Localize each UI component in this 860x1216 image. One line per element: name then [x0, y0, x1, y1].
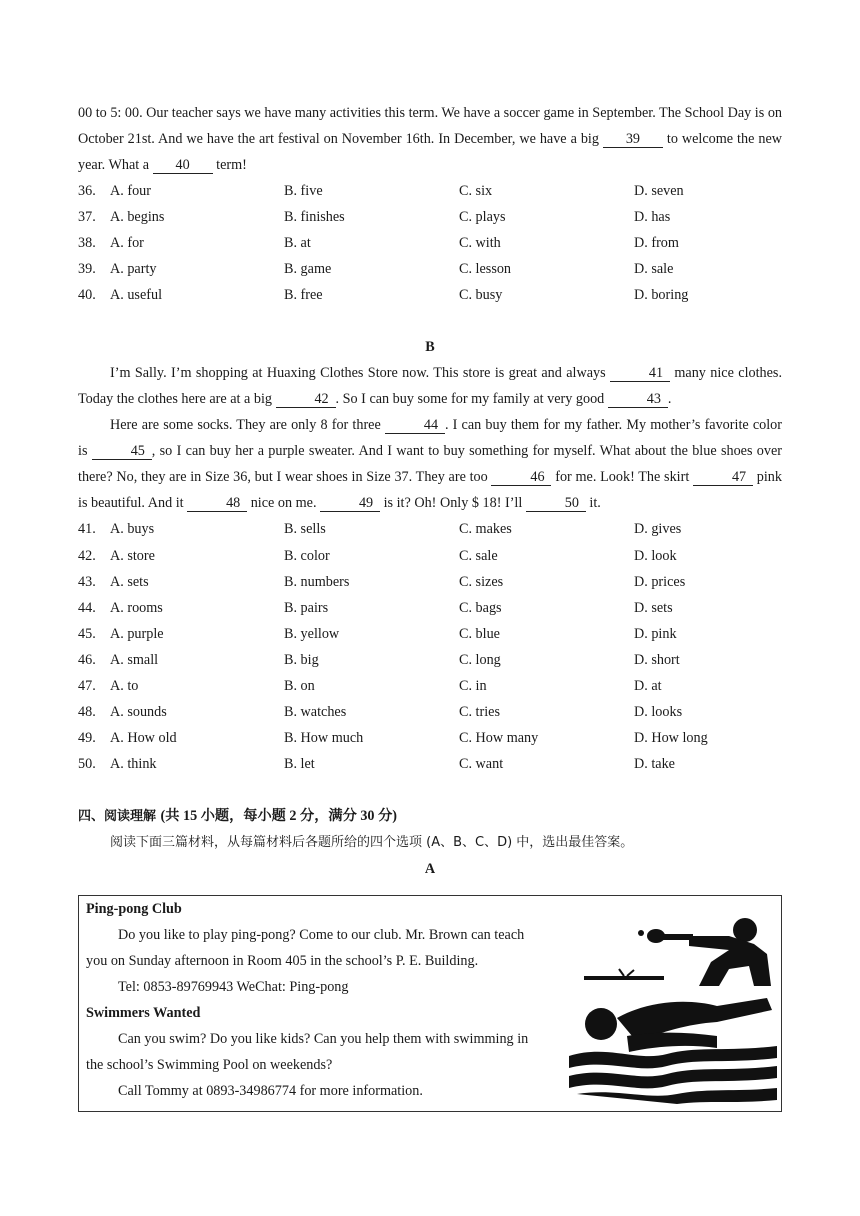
option-a: A. for	[110, 235, 144, 252]
option-d: D. gives	[634, 521, 682, 538]
option-b: B. let	[284, 756, 315, 773]
option-b: B. finishes	[284, 209, 345, 226]
option-c: C. six	[459, 183, 493, 199]
question-row	[78, 178, 782, 204]
option-d: D. sets	[634, 599, 673, 616]
option-c: C. blue	[459, 625, 500, 642]
passage-text: many nice clothes. Today the clothes here are at a big	[78, 365, 783, 408]
blank-39: 39	[603, 131, 663, 148]
option-c: C. with	[459, 235, 501, 252]
passage-line: 00 to 5: 00. Our teacher says we have many activities this term. We have a soccer game in September. The School	[78, 105, 725, 121]
option-c: C. busy	[459, 287, 503, 304]
option-d: D. seven	[634, 183, 684, 199]
option-c: C. lesson	[459, 261, 512, 278]
option-a: A. small	[110, 651, 159, 668]
option-b: B. watches	[284, 704, 347, 721]
passage-text: for me. Look! The skirt	[551, 469, 694, 486]
question-row	[78, 256, 782, 282]
blank-47: 47	[693, 469, 753, 486]
question-row	[78, 621, 782, 647]
option-b: B. on	[284, 678, 315, 695]
question-row	[78, 699, 782, 725]
pingpong-text: Do you like to play ping-pong? Come to our club. Mr. Brown can teach	[118, 927, 525, 943]
blank-49: 49	[320, 495, 380, 512]
option-d: D. looks	[634, 704, 683, 721]
option-a: A. party	[110, 261, 157, 278]
question-row	[78, 543, 782, 569]
option-d: D. from	[634, 235, 679, 252]
question-number: 50.	[78, 756, 96, 773]
pingpong-player-icon	[579, 914, 779, 994]
option-c: C. plays	[459, 209, 506, 226]
question-number: 40.	[78, 287, 96, 304]
passage-text: is it? Oh! Only $ 18! I’ll	[380, 495, 526, 512]
question-number: 38.	[78, 235, 96, 252]
option-b: B. color	[284, 547, 330, 564]
passage-text: term!	[212, 157, 247, 173]
question-row	[78, 751, 782, 777]
question-row	[78, 725, 782, 751]
section-4-instruction: 阅读下面三篇材料，从每篇材料后各题所给的四个选项 (A、B、C、D) 中，选出最佳答案。	[110, 835, 634, 851]
passage-text: nice on me.	[247, 495, 321, 512]
blank-45: 45	[92, 443, 152, 460]
option-b: B. free	[284, 287, 323, 304]
blank-41: 41	[610, 365, 670, 382]
option-c: C. How many	[459, 730, 539, 747]
option-d: D. take	[634, 756, 675, 773]
question-row	[78, 516, 782, 542]
question-number: 41.	[78, 521, 96, 538]
question-number: 42.	[78, 547, 96, 564]
question-row	[78, 282, 782, 308]
option-a: A. store	[110, 547, 155, 564]
swimmer-icon	[567, 996, 779, 1106]
option-d: D. short	[634, 651, 680, 668]
section-title-text: 四、阅读理解	[78, 809, 161, 825]
question-number: 49.	[78, 730, 96, 747]
option-d: D. pink	[634, 625, 677, 642]
option-a: A. to	[110, 678, 139, 695]
option-b: B. numbers	[284, 573, 350, 590]
question-number: 48.	[78, 704, 96, 721]
passage-text: pink is beautiful. And it	[78, 469, 782, 512]
blank-43: 43	[608, 391, 668, 408]
option-b: B. at	[284, 235, 311, 252]
option-b: B. yellow	[284, 625, 340, 642]
passage-line: welcome the new year. What a	[78, 131, 782, 173]
swim-title: Swimmers Wanted	[86, 1005, 201, 1021]
blank-46: 46	[491, 469, 551, 486]
option-d: D. look	[634, 547, 677, 564]
pingpong-text: you on Sunday afternoon in Room 405 in the school’s P. E. Building.	[86, 953, 479, 969]
question-number: 37.	[78, 209, 96, 226]
option-a: A. sets	[110, 573, 149, 590]
option-c: C. sale	[459, 547, 498, 564]
option-c: C. want	[459, 756, 504, 773]
passage-text: it.	[585, 495, 601, 512]
option-c: C. makes	[459, 521, 512, 538]
option-d: D. boring	[634, 287, 689, 304]
section-title-scoring: (共 15 小题，每小题 2 分，满分 30 分)	[160, 808, 397, 825]
passage-b-heading: B	[425, 339, 435, 356]
pingpong-title: Ping-pong Club	[86, 901, 182, 917]
passage-b-paragraph-1	[78, 360, 782, 412]
option-a: A. rooms	[110, 599, 163, 616]
question-number: 43.	[78, 573, 96, 590]
option-c: C. long	[459, 651, 501, 668]
blank-42: 42	[276, 391, 336, 408]
passage-text: I’m Sally. I’m shopping at Huaxing Clothes Store now. This store is great and always	[110, 365, 611, 382]
swim-contact: Call Tommy at 0893-34986774 for more information.	[118, 1083, 423, 1099]
blank-48: 48	[187, 495, 247, 512]
question-number: 39.	[78, 261, 96, 278]
option-b: B. How much	[284, 730, 364, 747]
option-a: A. How old	[110, 730, 177, 747]
question-row	[78, 673, 782, 699]
passage-text: , so I can buy her a purple sweater. And I want to buy something for myself. What about the blue shoes over there? No, they are in Size 36, but I wear shoes in Size 37. They are too	[78, 443, 783, 486]
options-41-50	[78, 516, 782, 777]
option-c: C. bags	[459, 599, 502, 616]
question-row	[78, 595, 782, 621]
option-d: D. at	[634, 678, 662, 695]
passage-text: Here are some socks. They are only 8 for three	[110, 417, 385, 434]
option-b: B. pairs	[284, 599, 329, 616]
passage-text: . I can buy them for my father. My mother’s favorite color is	[78, 417, 782, 460]
option-b: B. five	[284, 183, 323, 199]
blank-40: 40	[153, 157, 213, 174]
option-a: A. sounds	[110, 704, 167, 721]
passage-text: . So I can buy some for my family at very good	[335, 391, 608, 408]
passage-text: .	[667, 391, 672, 408]
blank-44: 44	[385, 417, 445, 434]
option-a: A. buys	[110, 521, 155, 538]
passage-a-tail	[78, 100, 782, 178]
notice-box	[78, 895, 782, 1112]
question-row	[78, 647, 782, 673]
option-a: A. purple	[110, 625, 164, 642]
question-row	[78, 569, 782, 595]
passage-line: Day is on October 21st. And we have the art festival on November 16th. In December, we have a big	[78, 105, 783, 147]
passage-b-paragraph-2	[78, 412, 782, 516]
option-a: A. four	[110, 183, 151, 199]
option-c: C. in	[459, 678, 487, 695]
reading-a-heading: A	[424, 861, 436, 878]
pingpong-contact: Tel: 0853-89769943 WeChat: Ping-pong	[118, 979, 349, 995]
option-a: A. think	[110, 756, 157, 773]
option-a: A. useful	[110, 287, 163, 304]
question-number: 46.	[78, 651, 96, 668]
option-d: D. How long	[634, 730, 708, 747]
option-c: C. tries	[459, 704, 500, 721]
swim-text: Can you swim? Do you like kids? Can you help them with swimming in	[118, 1031, 529, 1047]
blank-50: 50	[526, 495, 586, 512]
option-d: D. prices	[634, 573, 686, 590]
question-number: 36.	[78, 183, 96, 199]
option-b: B. sells	[284, 521, 326, 538]
question-number: 45.	[78, 625, 96, 642]
option-d: D. has	[634, 209, 671, 226]
option-b: B. big	[284, 651, 319, 668]
notice-text	[86, 896, 566, 1104]
option-c: C. sizes	[459, 573, 504, 590]
question-row	[78, 204, 782, 230]
swim-text: the school’s Swimming Pool on weekends?	[86, 1057, 333, 1073]
passage-text: to	[662, 131, 678, 147]
question-number: 47.	[78, 678, 96, 695]
question-number: 44.	[78, 599, 96, 616]
question-row	[78, 230, 782, 256]
option-d: D. sale	[634, 261, 674, 278]
option-a: A. begins	[110, 209, 165, 226]
section-4-title	[78, 803, 782, 830]
option-b: B. game	[284, 261, 332, 278]
worksheet-page	[78, 100, 782, 882]
options-36-40	[78, 178, 782, 308]
